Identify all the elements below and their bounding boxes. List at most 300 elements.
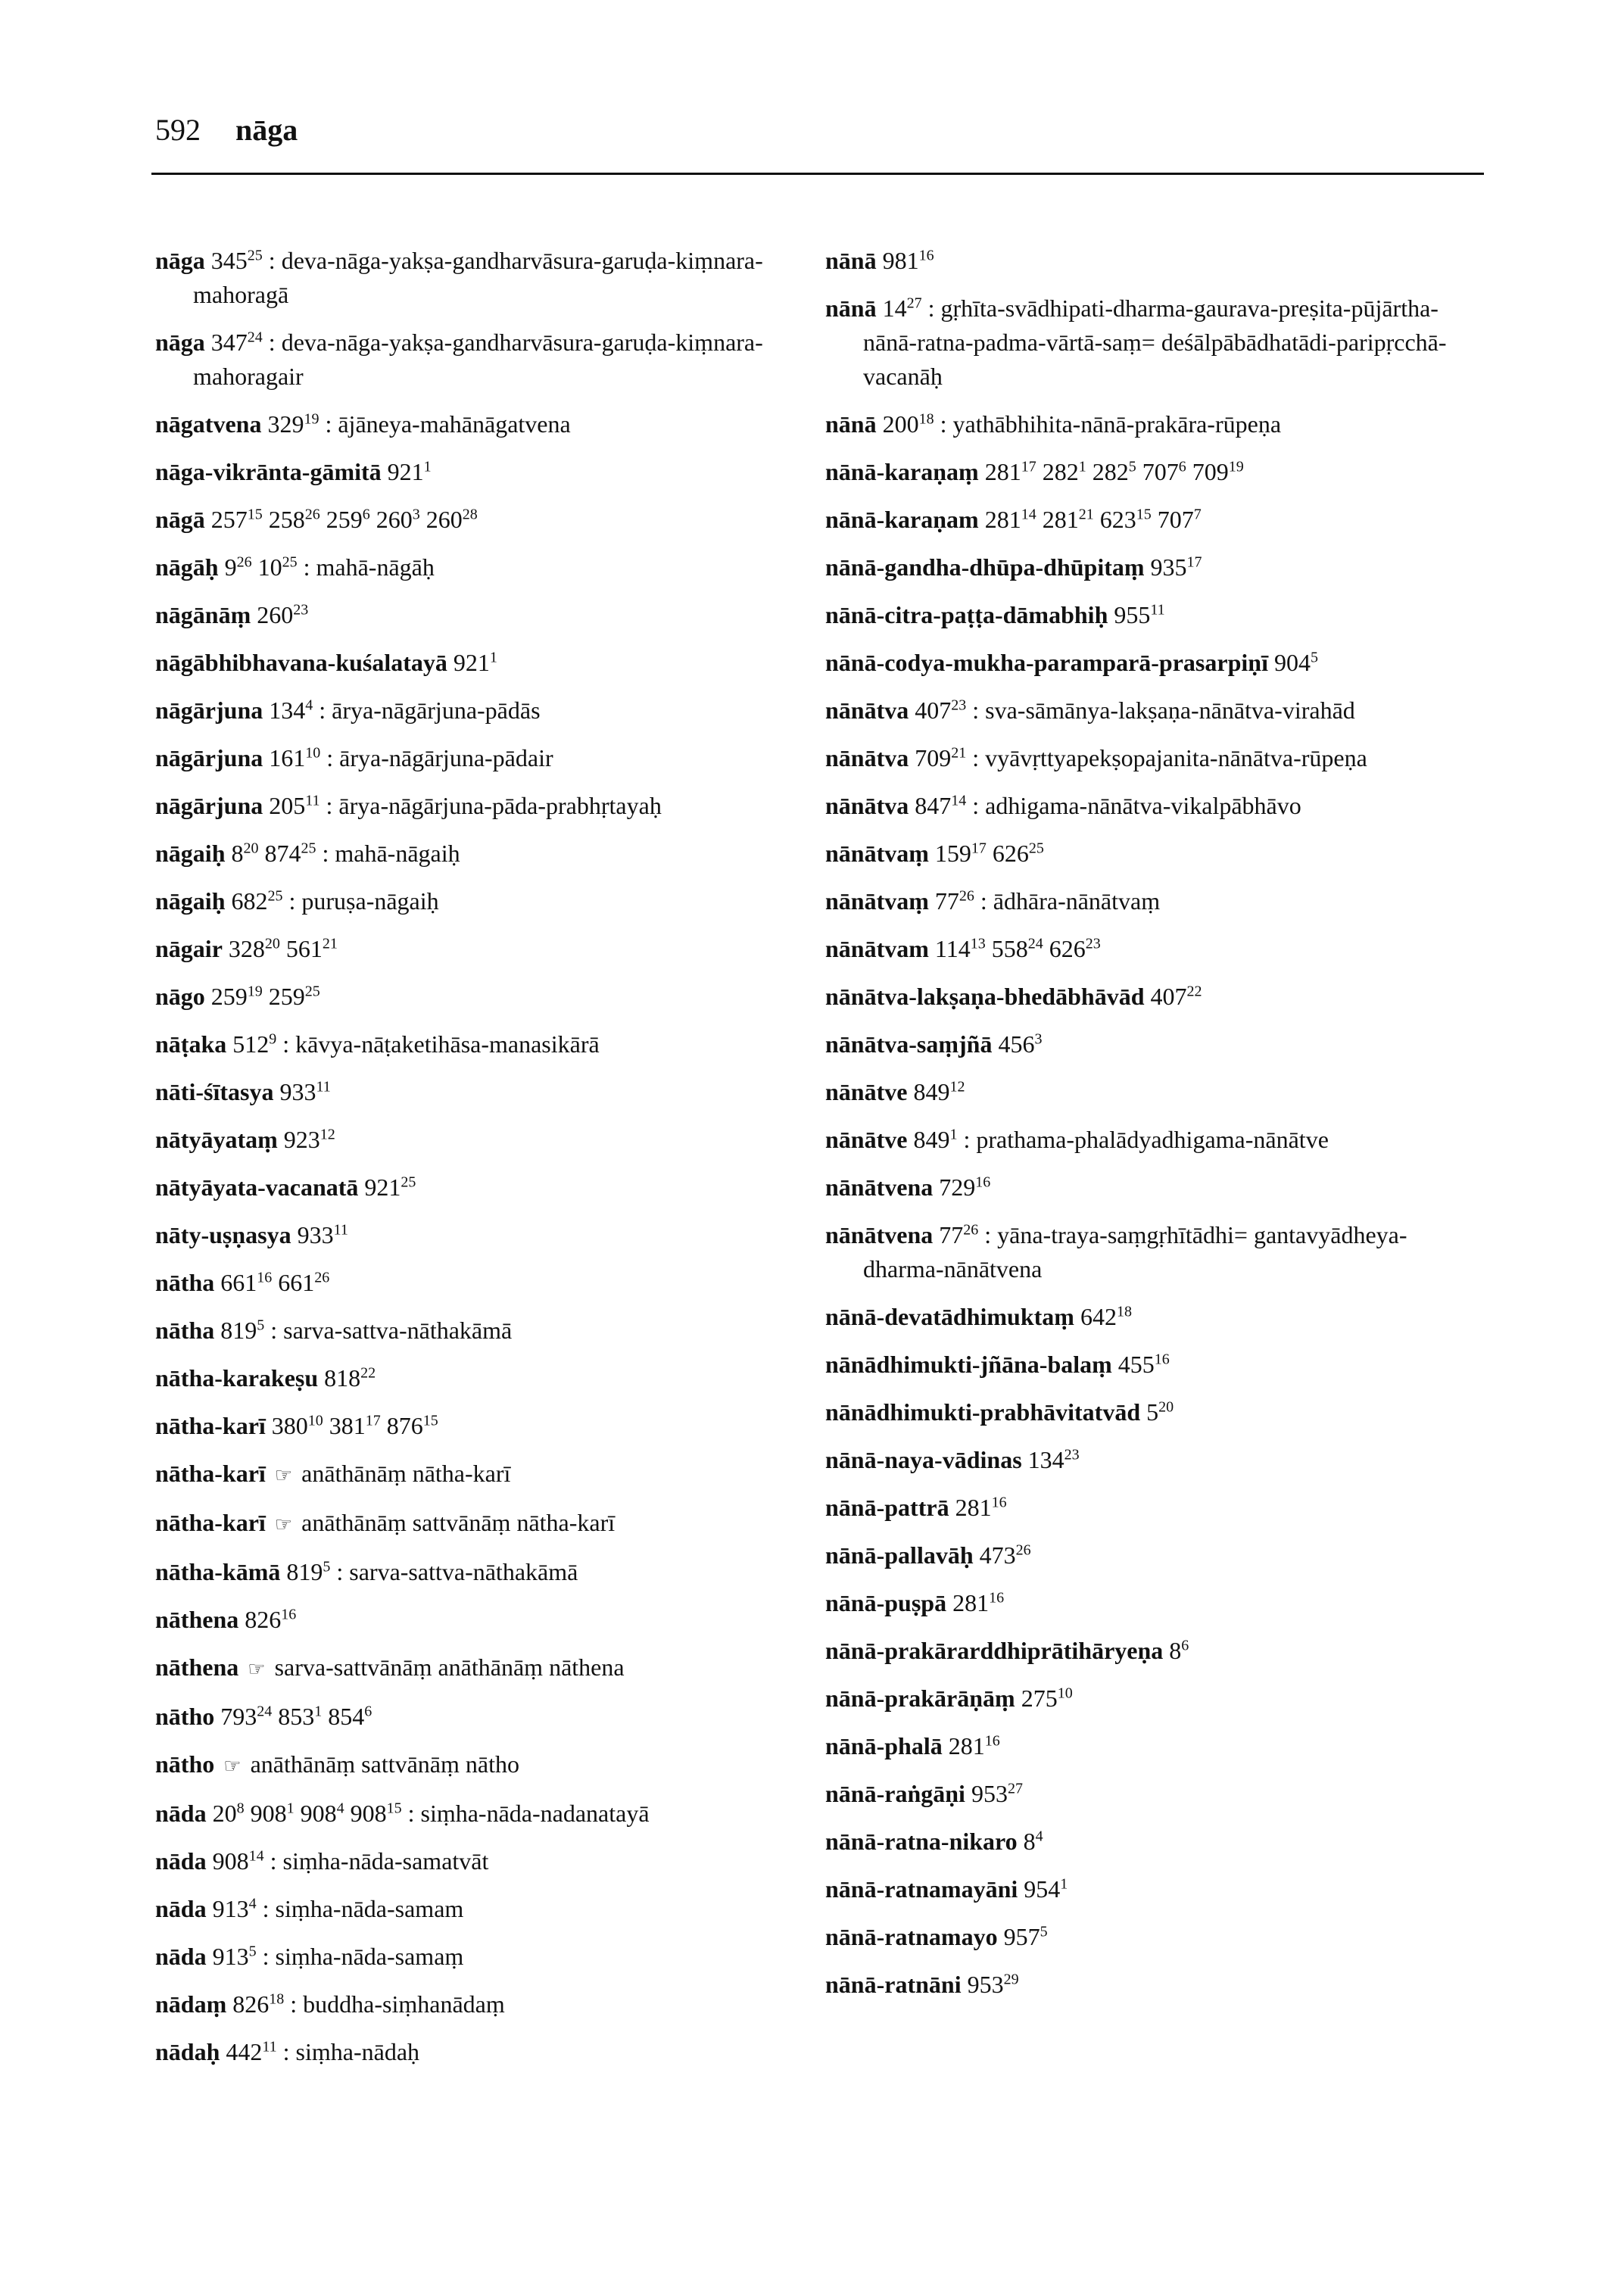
- entry-headword: nānā-prakārarddhiprātihāryeṇa: [825, 1637, 1164, 1664]
- index-entry: [825, 1682, 1476, 1716]
- gloss-separator: :: [325, 410, 332, 438]
- gloss-separator: :: [980, 887, 987, 915]
- page-reference: [935, 887, 974, 915]
- entry-headword: nāga: [155, 247, 205, 274]
- reference-line: 18: [918, 410, 934, 428]
- entry-headword: nāgatvena: [155, 410, 262, 438]
- entry-headword: nāgānāṃ: [155, 601, 251, 628]
- page-reference: [1192, 458, 1244, 485]
- reference-line: 25: [267, 887, 283, 905]
- page-reference: [1142, 458, 1186, 485]
- reference-page: 134: [1027, 1446, 1064, 1473]
- reference-line: 12: [949, 1078, 965, 1096]
- index-entry: [825, 598, 1476, 632]
- entry-gloss: siṃha-nāda-samatvāt: [282, 1847, 489, 1875]
- entry-gloss: siṃha-nādaḥ: [295, 2038, 420, 2065]
- reference-page: 407: [1150, 983, 1187, 1010]
- page-reference: [939, 1221, 978, 1248]
- index-entry: [155, 1457, 806, 1492]
- reference-page: 259: [268, 983, 305, 1010]
- reference-page: 9: [224, 553, 237, 581]
- page-reference: [1158, 506, 1202, 533]
- index-entry: [155, 741, 806, 775]
- entry-headword: nānā-puṣpā: [825, 1589, 947, 1616]
- index-entry: [825, 1538, 1476, 1572]
- reference-line: 5: [257, 1317, 265, 1334]
- reference-line: 6: [1181, 1637, 1189, 1654]
- page-reference: [229, 935, 280, 962]
- reference-line: 1: [1060, 1875, 1068, 1893]
- reference-line: 27: [906, 295, 922, 312]
- page-reference: [257, 601, 308, 628]
- page-reference: [1100, 506, 1152, 533]
- entry-headword: nātho: [155, 1750, 215, 1778]
- gloss-separator: :: [972, 697, 980, 724]
- reference-line: 26: [963, 1221, 979, 1239]
- index-entry: [155, 244, 806, 312]
- reference-page: 853: [278, 1703, 315, 1730]
- reference-page: 707: [1142, 458, 1179, 485]
- page-reference: [245, 1606, 296, 1633]
- reference-line: 23: [293, 601, 309, 619]
- page-reference: [328, 1703, 372, 1730]
- reference-page: 455: [1117, 1351, 1155, 1378]
- page-reference: [326, 506, 370, 533]
- reference-page: 933: [279, 1078, 316, 1105]
- reference-line: 25: [282, 553, 298, 571]
- index-entry: [825, 980, 1476, 1014]
- reference-line: 16: [975, 1173, 991, 1191]
- index-entry: [155, 407, 806, 441]
- entry-gloss: prathama-phalādyadhigama-nānātve: [976, 1126, 1329, 1153]
- entry-gloss: anāthānāṃ sattvānāṃ nātha-karī: [301, 1509, 616, 1536]
- reference-line: 17: [1186, 553, 1202, 571]
- gloss-separator: :: [282, 2038, 290, 2065]
- reference-page: 933: [297, 1221, 334, 1248]
- reference-line: 29: [1003, 1971, 1019, 1988]
- reference-page: 854: [328, 1703, 365, 1730]
- reference-line: 8: [236, 1800, 245, 1817]
- index-entry: [155, 1797, 806, 1831]
- entry-headword: nānātva-saṃjñā: [825, 1030, 993, 1058]
- entry-gloss: mahā-nāgāḥ: [316, 553, 435, 581]
- reference-page: 908: [300, 1800, 337, 1827]
- reference-line: 24: [247, 329, 263, 346]
- reference-page: 8: [1169, 1637, 1182, 1664]
- entry-headword: nānātvaṃ: [825, 840, 929, 867]
- index-entry: [155, 1266, 806, 1300]
- page-reference: [251, 1800, 295, 1827]
- entry-gloss: ārya-nāgārjuna-pāda-prabhṛtayaḥ: [338, 792, 662, 819]
- page-reference: [1080, 1303, 1132, 1330]
- entry-headword: nāgārjuna: [155, 744, 263, 771]
- reference-line: 26: [304, 506, 320, 523]
- page-reference: [351, 1800, 402, 1827]
- reference-page: 558: [991, 935, 1028, 962]
- reference-line: 1: [489, 649, 497, 666]
- page-reference: [913, 1126, 957, 1153]
- index-entry: [155, 1170, 806, 1205]
- entry-headword: nānā-karaṇam: [825, 506, 979, 533]
- entry-headword: nāgo: [155, 983, 205, 1010]
- reference-page: 955: [1114, 601, 1151, 628]
- reference-page: 953: [971, 1780, 1008, 1807]
- page-reference: [1093, 458, 1136, 485]
- reference-line: 4: [305, 697, 313, 714]
- reference-line: 7: [1193, 506, 1202, 523]
- reference-page: 661: [278, 1269, 315, 1296]
- index-entry: [825, 455, 1476, 489]
- pointing-hand-icon: ☞: [274, 1464, 293, 1486]
- reference-line: 1: [423, 458, 432, 475]
- page-reference: [998, 1030, 1042, 1058]
- index-entry: [155, 693, 806, 728]
- reference-line: 22: [360, 1364, 376, 1382]
- right-column: [825, 244, 1476, 2015]
- page-reference: [298, 1221, 348, 1248]
- reference-line: 20: [264, 935, 280, 952]
- entry-headword: nānādhimukti-jñāna-balaṃ: [825, 1351, 1112, 1378]
- reference-line: 14: [1021, 506, 1036, 523]
- index-entry: [825, 1968, 1476, 2002]
- reference-page: 345: [210, 247, 248, 274]
- reference-line: 6: [364, 1703, 372, 1720]
- entry-headword: nānā: [825, 295, 877, 322]
- reference-line: 16: [991, 1494, 1007, 1511]
- page-reference: [1024, 1828, 1043, 1855]
- index-entry: [155, 1555, 806, 1589]
- entry-gloss: buddha-siṃhanādaṃ: [303, 1990, 505, 2018]
- page-reference: [883, 410, 934, 438]
- index-entry: [825, 1825, 1476, 1859]
- reference-page: 709: [915, 744, 952, 771]
- page-reference: [213, 1800, 245, 1827]
- gloss-separator: :: [268, 329, 276, 356]
- reference-page: 921: [387, 458, 424, 485]
- entry-gloss: siṃha-nāda-samam: [275, 1895, 464, 1922]
- index-entry: [155, 837, 806, 871]
- entry-headword: nānātvaṃ: [825, 887, 929, 915]
- reference-line: 11: [316, 1078, 331, 1096]
- reference-page: 626: [1049, 935, 1086, 962]
- reference-line: 25: [301, 840, 316, 857]
- page-reference: [279, 1078, 330, 1105]
- entry-headword: nānātvam: [825, 935, 929, 962]
- reference-line: 1: [314, 1703, 323, 1720]
- index-entry: [825, 1075, 1476, 1109]
- page-reference: [939, 1173, 990, 1201]
- entry-headword: nānā-citra-paṭṭa-dāmabhiḥ: [825, 601, 1108, 628]
- index-entry: [825, 741, 1476, 775]
- index-entry: [155, 646, 806, 680]
- reference-page: 512: [232, 1030, 270, 1058]
- entry-headword: nāthena: [155, 1653, 239, 1681]
- entry-headword: nātyāyata-vacanatā: [155, 1173, 359, 1201]
- entry-headword: nāga-vikrānta-gāmitā: [155, 458, 382, 485]
- page-reference: [269, 506, 320, 533]
- reference-line: 26: [1015, 1541, 1031, 1559]
- page-reference: [267, 410, 319, 438]
- reference-line: 10: [1057, 1685, 1073, 1702]
- reference-line: 16: [257, 1269, 273, 1286]
- entry-headword: nānā-ratnāni: [825, 1971, 962, 1998]
- reference-line: 18: [1116, 1303, 1132, 1320]
- reference-page: 77: [939, 1221, 964, 1248]
- page-reference: [231, 887, 282, 915]
- index-entry: [825, 1634, 1476, 1668]
- page-reference: [324, 1364, 376, 1392]
- gloss-separator: :: [270, 1847, 277, 1875]
- reference-line: 11: [305, 792, 320, 809]
- reference-line: 9: [269, 1030, 277, 1048]
- page-reference: [388, 458, 432, 485]
- entry-headword: nātha: [155, 1317, 215, 1344]
- reference-line: 15: [422, 1412, 438, 1429]
- page-reference: [915, 792, 966, 819]
- reference-line: 21: [951, 744, 967, 762]
- index-entry: [155, 455, 806, 489]
- pointing-hand-icon: ☞: [223, 1755, 242, 1777]
- entry-headword: nātha-kāmā: [155, 1558, 281, 1585]
- reference-line: 25: [401, 1173, 416, 1191]
- reference-page: 921: [453, 649, 490, 676]
- entry-headword: nāgāḥ: [155, 553, 219, 581]
- pointing-hand-icon: ☞: [274, 1513, 293, 1535]
- index-entry: [825, 244, 1476, 278]
- reference-page: 20: [212, 1800, 237, 1827]
- reference-page: 442: [226, 2038, 263, 2065]
- gloss-separator: :: [270, 1317, 278, 1344]
- index-entry: [155, 980, 806, 1014]
- reference-line: 25: [1028, 840, 1044, 857]
- entry-headword: nānā-naya-vādinas: [825, 1446, 1022, 1473]
- page-reference: [985, 458, 1036, 485]
- page-reference: [980, 1541, 1031, 1569]
- gloss-separator: :: [940, 410, 947, 438]
- reference-page: 259: [326, 506, 363, 533]
- page-reference: [968, 1971, 1019, 1998]
- index-entry: [155, 326, 806, 394]
- page-reference: [269, 983, 320, 1010]
- entry-headword: nānātva: [825, 744, 909, 771]
- reference-line: 20: [243, 840, 259, 857]
- reference-line: 6: [362, 506, 370, 523]
- index-entry: [155, 932, 806, 966]
- page-reference: [935, 840, 987, 867]
- entry-headword: nānātve: [825, 1078, 908, 1105]
- entry-headword: nāti-śītasya: [155, 1078, 274, 1105]
- reference-page: 347: [210, 329, 248, 356]
- entry-headword: nādaṃ: [155, 1990, 227, 2018]
- reference-page: 205: [269, 792, 306, 819]
- index-entry: [155, 1409, 806, 1443]
- reference-line: 23: [1085, 935, 1101, 952]
- reference-line: 19: [1228, 458, 1244, 475]
- reference-page: 260: [376, 506, 413, 533]
- index-entry: [825, 1170, 1476, 1205]
- page-reference: [971, 1780, 1023, 1807]
- entry-headword: nāga: [155, 329, 205, 356]
- reference-page: 904: [1273, 649, 1311, 676]
- reference-line: 5: [1310, 649, 1318, 666]
- gloss-separator: :: [972, 744, 980, 771]
- index-entry: [825, 1300, 1476, 1334]
- page-reference: [211, 329, 263, 356]
- reference-line: 26: [314, 1269, 330, 1286]
- index-entry: [825, 1443, 1476, 1477]
- reference-page: 8: [1023, 1828, 1036, 1855]
- reference-line: 15: [386, 1800, 402, 1817]
- reference-page: 908: [212, 1847, 249, 1875]
- reference-page: 281: [955, 1494, 992, 1521]
- entry-gloss: sarva-sattva-nāthakāmā: [349, 1558, 578, 1585]
- entry-headword: nānā-phalā: [825, 1732, 943, 1759]
- index-entry: [825, 1872, 1476, 1906]
- gloss-separator: :: [326, 792, 333, 819]
- entry-headword: nānā-ratna-nikaro: [825, 1828, 1018, 1855]
- index-entry: [825, 407, 1476, 441]
- entry-headword: nānā: [825, 410, 877, 438]
- entry-headword: nādaḥ: [155, 2038, 220, 2065]
- page-reference: [992, 935, 1043, 962]
- reference-line: 16: [918, 247, 934, 264]
- entry-headword: nātyāyataṃ: [155, 1126, 278, 1153]
- entry-headword: nāgā: [155, 506, 205, 533]
- page-reference: [264, 840, 316, 867]
- index-entry: [155, 550, 806, 584]
- reference-line: 1: [949, 1126, 958, 1143]
- index-entry: [155, 1218, 806, 1252]
- reference-line: 1: [1078, 458, 1086, 475]
- reference-page: 707: [1157, 506, 1194, 533]
- reference-page: 473: [979, 1541, 1016, 1569]
- index-entry: [155, 1506, 806, 1541]
- reference-page: 623: [1099, 506, 1136, 533]
- index-entry: [825, 1123, 1476, 1157]
- page-reference: [329, 1412, 381, 1439]
- index-entry: [155, 1361, 806, 1395]
- header-rule: [151, 173, 1484, 175]
- entry-headword: nānā: [825, 247, 877, 274]
- index-entry: [155, 884, 806, 918]
- reference-page: 661: [220, 1269, 257, 1296]
- entry-gloss: mahā-nāgaiḥ: [335, 840, 460, 867]
- page-reference: [211, 247, 263, 274]
- reference-page: 957: [1003, 1923, 1040, 1950]
- page-reference: [915, 697, 966, 724]
- page-reference: [211, 983, 263, 1010]
- reference-page: 10: [257, 553, 282, 581]
- reference-line: 4: [336, 1800, 344, 1817]
- reference-page: 849: [913, 1078, 950, 1105]
- reference-page: 642: [1080, 1303, 1117, 1330]
- page-reference: [269, 697, 313, 724]
- page-reference: [915, 744, 966, 771]
- entry-headword: nāty-uṣṇasya: [155, 1221, 291, 1248]
- reference-line: 24: [1027, 935, 1043, 952]
- page-reference: [286, 1558, 330, 1585]
- page-reference: [286, 935, 338, 962]
- page-reference: [231, 840, 258, 867]
- reference-line: 10: [307, 1412, 323, 1429]
- reference-page: 329: [267, 410, 304, 438]
- reference-page: 626: [992, 840, 1029, 867]
- page-reference: [211, 506, 263, 533]
- index-entry: [155, 789, 806, 823]
- reference-line: 23: [1064, 1446, 1080, 1463]
- page-reference: [883, 295, 922, 322]
- reference-page: 159: [934, 840, 971, 867]
- reference-line: 3: [412, 506, 420, 523]
- reference-line: 11: [333, 1221, 348, 1239]
- index-entry: [155, 1940, 806, 1974]
- entry-gloss: anāthānāṃ nātha-karī: [301, 1460, 511, 1487]
- gloss-separator: :: [290, 1990, 298, 2018]
- reference-page: 258: [268, 506, 305, 533]
- index-entry: [825, 837, 1476, 871]
- reference-page: 818: [324, 1364, 361, 1392]
- reference-line: 23: [951, 697, 967, 714]
- entry-headword: nānā-pattrā: [825, 1494, 949, 1521]
- reference-line: 17: [1021, 458, 1036, 475]
- left-column: [155, 244, 806, 2083]
- entry-headword: nāda: [155, 1943, 207, 1970]
- reference-line: 4: [1035, 1828, 1043, 1845]
- reference-page: 282: [1042, 458, 1079, 485]
- index-entry: [825, 646, 1476, 680]
- page-reference: [301, 1800, 344, 1827]
- reference-line: 16: [1154, 1351, 1170, 1368]
- entry-gloss: puruṣa-nāgaiḥ: [301, 887, 439, 915]
- page-reference: [213, 1895, 257, 1922]
- entry-gloss: gṛhīta-svādhipati-dharma-gaurava-preṣita-pūjārtha-nānā-ratna-padma-vārtā-saṃ= deśālpābādhatādi-paripṛcchā-vacanāḥ: [863, 295, 1447, 390]
- page-reference: [220, 1269, 272, 1296]
- index-entry: [825, 932, 1476, 966]
- page-number: 592: [155, 113, 201, 147]
- entry-gloss: siṃha-nāda-nadanatayā: [420, 1800, 650, 1827]
- index-entry: [825, 1777, 1476, 1811]
- reference-page: 682: [231, 887, 268, 915]
- entry-headword: nānātva: [825, 697, 909, 724]
- entry-headword: nānātvena: [825, 1221, 934, 1248]
- page-reference: [269, 744, 320, 771]
- reference-line: 11: [262, 2038, 277, 2056]
- page-reference: [364, 1173, 416, 1201]
- reference-page: 456: [998, 1030, 1035, 1058]
- reference-line: 19: [247, 983, 263, 1000]
- reference-page: 8: [231, 840, 244, 867]
- gloss-separator: :: [326, 744, 334, 771]
- index-entry: [155, 1123, 806, 1157]
- reference-page: 709: [1192, 458, 1229, 485]
- reference-page: 114: [934, 935, 971, 962]
- reference-page: 847: [915, 792, 952, 819]
- entry-headword: nānā-ratnamayāni: [825, 1875, 1018, 1903]
- entry-headword: nātho: [155, 1703, 215, 1730]
- reference-line: 15: [247, 506, 263, 523]
- entry-gloss: sva-sāmānya-lakṣaṇa-nānātva-virahād: [985, 697, 1355, 724]
- index-entry: [155, 503, 806, 537]
- page-reference: [284, 1126, 335, 1153]
- gloss-separator: :: [303, 553, 310, 581]
- page-reference: [258, 553, 298, 581]
- reference-page: 259: [210, 983, 248, 1010]
- entry-headword: nānātva-lakṣaṇa-bhedābhāvād: [825, 983, 1145, 1010]
- page-reference: [232, 1030, 276, 1058]
- page-reference: [949, 1732, 1000, 1759]
- page-reference: [426, 506, 478, 533]
- reference-page: 281: [984, 458, 1021, 485]
